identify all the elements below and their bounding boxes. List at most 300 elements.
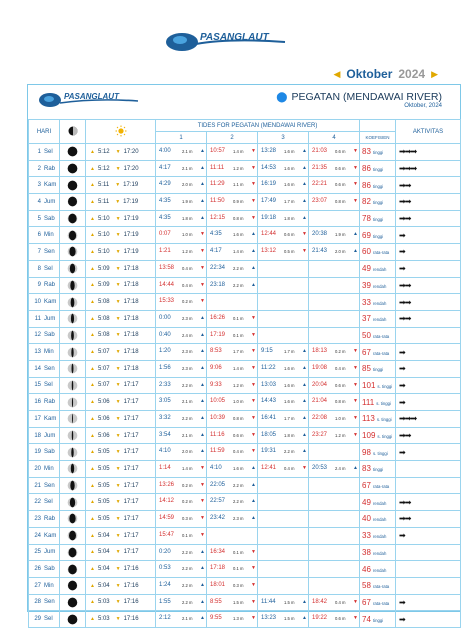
tide-table [28,119,461,628]
tide-height: 1.9 m [335,232,346,238]
tide-cell-3 [258,260,309,277]
moon-phase-icon [67,196,78,207]
koefisien-value: 101 [362,380,376,390]
tide-cell-1 [156,494,207,511]
tide-cell-4 [309,411,360,428]
day-number: 4 [37,198,41,205]
koefisien-label: tinggi [372,167,384,173]
tide-height: 2.3 m [233,516,244,522]
low-tide-arrow-icon: ▼ [200,481,205,488]
fish-activity-icon: ➡ [399,347,405,357]
low-tide-arrow-icon: ▼ [353,181,358,188]
day-name: Sab [44,215,55,222]
sun-cell [86,611,156,628]
header-tide-2: 2 [207,132,258,144]
fish-activity-icon: ➡ [399,247,405,257]
moon-phase-icon [67,480,78,491]
moon-phase-icon [67,180,78,191]
high-tide-arrow-icon: ▲ [200,364,205,371]
day-number: 25 [34,549,41,556]
day-cell [29,494,60,511]
tide-height: 1.2 m [182,249,193,255]
moon-cell [60,144,86,161]
day-cell [29,411,60,428]
table-row [29,427,461,444]
day-cell [29,594,60,611]
day-name: Sel [44,148,53,155]
tide-cell-2 [207,427,258,444]
tide-time: 17:18 [210,565,226,572]
header-koef-spacer [360,120,396,132]
fish-activity-icon: ➡➡ [399,314,411,324]
high-tide-arrow-icon: ▲ [200,148,205,154]
tide-cell-3 [258,360,309,377]
tide-time: 12:44 [261,231,277,238]
tide-time: 22:08 [312,415,328,421]
tide-cell-4 [309,427,360,444]
moon-phase-icon [67,297,78,308]
sunset-time: 17:17 [123,499,139,506]
low-tide-arrow-icon: ▼ [353,398,358,405]
tide-time: 18:13 [312,348,328,355]
moon-phase-icon [67,413,78,424]
moon-phase-icon [67,263,78,274]
tide-time: 16:26 [210,314,226,321]
tide-rows [29,144,461,628]
day-name: Kam [44,532,57,539]
low-tide-arrow-icon: ▼ [302,248,307,255]
tide-height: 0.6 m [335,149,346,154]
low-tide-arrow-icon: ▼ [200,515,205,522]
moon-cell [60,377,86,394]
sunrise-time: 5:09 [97,265,110,272]
moon-phase-icon [67,363,78,374]
sunrise-icon: ▲ [90,515,95,522]
tide-cell-4 [309,611,360,628]
koefisien-label: s. tinggi [377,383,393,389]
tide-cell-4 [309,594,360,611]
header-sun [86,120,156,144]
tide-time: 14:59 [159,515,175,522]
sunset-icon: ▼ [115,449,121,456]
sunrise-time: 5:04 [97,549,110,556]
day-number: 19 [34,449,41,456]
koefisien-cell [360,577,396,594]
tide-height: 2.4 m [335,466,346,472]
tide-cell-1 [156,360,207,377]
header-koefisien: KOEFISIEN [360,132,396,144]
koefisien-value: 37 [362,314,371,324]
tide-time: 20:53 [312,465,328,472]
table-row [29,494,461,511]
tide-time: 11:11 [210,164,225,171]
day-cell [29,377,60,394]
tide-time: 23:07 [312,198,328,205]
tide-height: 2.2 m [182,566,193,572]
table-row [29,227,461,244]
tide-time: 22:21 [312,181,328,188]
koefisien-cell [360,494,396,511]
sunrise-time: 5:08 [97,315,110,322]
tide-cell-2 [207,277,258,294]
tide-cell-3 [258,511,309,528]
tide-time: 14:12 [159,498,175,505]
koefisien-label: s. tinggi [376,400,392,406]
table-row [29,327,461,344]
tide-height: 1.0 m [182,232,193,238]
koefisien-cell [360,277,396,294]
day-name: Jum [44,315,56,322]
aktivitas-cell [396,427,461,444]
sunset-icon: ▼ [115,198,121,205]
tide-cell-4 [309,511,360,528]
day-cell [29,177,60,194]
sunrise-icon: ▲ [90,399,95,406]
koefisien-value: 86 [362,164,371,174]
sun-cell [86,461,156,478]
koefisien-cell [360,294,396,311]
sunrise-icon: ▲ [90,265,95,272]
next-month-arrow-icon[interactable]: ▶ [431,68,438,79]
tide-cell-2 [207,611,258,628]
koefisien-cell [360,210,396,227]
aktivitas-cell [396,411,461,428]
fish-activity-icon: ➡➡ [399,214,411,224]
tide-height: 0.1 m [233,549,244,555]
tide-time: 22:57 [210,498,226,505]
sunrise-time: 5:03 [97,616,110,623]
koefisien-cell [360,244,396,261]
high-tide-arrow-icon: ▲ [200,431,205,438]
month-navigator [333,67,438,81]
tide-cell-4 [309,360,360,377]
tide-time: 10:57 [210,148,226,154]
day-cell [29,394,60,411]
low-tide-arrow-icon: ▼ [200,281,205,288]
sunset-icon: ▼ [115,299,121,306]
day-name: Sen [44,365,55,372]
moon-phase-icon [67,163,78,174]
sunrise-icon: ▲ [90,482,95,489]
tide-cell-1 [156,377,207,394]
sunset-time: 17:17 [123,382,139,389]
moon-phase-icon [67,213,78,224]
sunrise-icon: ▲ [90,599,95,606]
tide-cell-2 [207,461,258,478]
sunrise-time: 5:07 [97,365,110,372]
tide-cell-4 [309,577,360,594]
sunrise-icon: ▲ [90,299,95,306]
sunset-time: 17:18 [123,299,139,306]
tide-height: 2.3 m [182,365,193,371]
koefisien-value: 39 [362,280,371,290]
tide-cell-3 [258,577,309,594]
tide-time: 9:06 [210,364,222,371]
aktivitas-cell [396,144,461,161]
tide-cell-4 [309,377,360,394]
table-row [29,444,461,461]
high-tide-arrow-icon: ▲ [200,381,205,388]
high-tide-arrow-icon: ▲ [302,448,307,455]
header-tide-4: 4 [309,132,360,144]
tide-time: 14:44 [159,281,175,288]
tide-height: 2.2 m [233,265,244,271]
tide-height: 0.2 m [335,349,346,355]
low-tide-arrow-icon: ▼ [200,231,205,238]
tide-height: 1.8 m [284,432,295,438]
high-tide-arrow-icon: ▲ [302,348,307,355]
tide-height: 0.6 m [284,232,295,238]
tide-time: 21:04 [312,398,328,405]
high-tide-arrow-icon: ▲ [302,181,307,188]
tide-cell-2 [207,411,258,428]
tide-cell-4 [309,327,360,344]
day-number: 7 [37,248,41,255]
high-tide-arrow-icon: ▲ [251,231,256,238]
tide-height: 0.8 m [233,416,244,421]
tide-height: 0.8 m [233,215,244,221]
low-tide-arrow-icon: ▼ [353,598,358,605]
tide-height: 1.7 m [233,349,244,355]
sunrise-time: 5:04 [97,532,110,539]
tide-height: 0.5 m [284,249,295,255]
sun-cell [86,277,156,294]
fish-activity-icon: ➡➡ [399,497,411,507]
sunset-time: 17:17 [123,515,139,522]
tide-time: 12:41 [261,465,277,472]
aktivitas-cell [396,227,461,244]
koefisien-label: tinggi [372,617,384,623]
brand-logo-top-text: PASANGLAUT [200,32,269,43]
tide-cell-3 [258,144,309,161]
aktivitas-cell [396,611,461,628]
day-name: Min [44,465,54,472]
low-tide-arrow-icon: ▼ [353,164,358,171]
tide-height: 2.1 m [182,616,193,622]
tide-cell-1 [156,477,207,494]
tide-cell-1 [156,210,207,227]
sunrise-icon: ▲ [90,215,95,222]
tide-time: 13:58 [159,264,175,271]
koefisien-label: rendah [372,317,387,323]
prev-month-arrow-icon[interactable]: ◀ [333,68,341,79]
sun-cell [86,244,156,261]
sunset-icon: ▼ [115,515,121,522]
tide-time: 0:20 [159,548,171,555]
sunrise-icon: ▲ [90,382,95,389]
day-cell [29,144,60,161]
table-row [29,594,461,611]
day-cell [29,544,60,561]
table-row [29,294,461,311]
high-tide-arrow-icon: ▲ [251,264,256,271]
sunrise-icon: ▲ [90,349,95,356]
brand-logo-top [160,26,290,58]
koefisien-label: rendah [372,534,387,540]
koefisien-label: rata-rata [372,600,390,606]
tide-cell-1 [156,577,207,594]
sunset-icon: ▼ [115,432,121,439]
high-tide-arrow-icon: ▲ [251,515,256,522]
year-label: 2024 [398,67,426,81]
moon-cell [60,511,86,528]
day-number: 27 [34,582,41,589]
sunset-time: 17:18 [123,282,139,289]
tide-time: 4:35 [159,198,171,205]
sunrise-time: 5:11 [97,198,110,205]
tide-time: 1:56 [159,364,171,371]
tide-cell-1 [156,160,207,177]
koefisien-value: 40 [362,514,371,524]
fish-activity-icon: ➡➡ [399,431,411,441]
day-cell [29,277,60,294]
high-tide-arrow-icon: ▲ [200,415,205,421]
tide-cell-3 [258,477,309,494]
tide-height: 0.2 m [182,299,193,305]
day-name: Rab [44,282,56,289]
tide-time: 8:53 [210,348,222,355]
day-name: Sen [44,599,55,606]
table-row [29,377,461,394]
high-tide-arrow-icon: ▲ [251,481,256,488]
sunset-icon: ▼ [115,499,121,506]
sunset-icon: ▼ [115,165,121,172]
moon-phase-icon [67,313,78,324]
sun-cell [86,394,156,411]
moon-cell [60,360,86,377]
tide-height: 0.3 m [182,516,193,522]
sunrise-icon: ▲ [90,232,95,239]
tide-time: 11:29 [210,181,225,188]
day-cell [29,561,60,578]
tide-height: 0.4 m [233,449,244,455]
low-tide-arrow-icon: ▼ [251,214,256,221]
sunrise-time: 5:10 [97,215,110,222]
sunset-time: 17:18 [123,265,139,272]
tide-cell-1 [156,344,207,361]
sun-cell [86,411,156,428]
low-tide-arrow-icon: ▼ [353,381,358,388]
tide-cell-1 [156,177,207,194]
tide-time: 0:07 [159,231,171,238]
sunset-time: 17:18 [123,332,139,339]
tide-cell-3 [258,394,309,411]
day-cell [29,477,60,494]
low-tide-arrow-icon: ▼ [251,331,256,338]
koefisien-cell [360,427,396,444]
sunrise-time: 5:07 [97,382,110,389]
header-moon [60,120,86,144]
day-number: 11 [34,315,41,322]
moon-cell [60,477,86,494]
brand-logo-sheet [36,89,140,111]
low-tide-arrow-icon: ▼ [353,148,358,154]
sun-cell [86,144,156,161]
moon-cell [60,527,86,544]
tide-height: 1.2 m [233,382,244,388]
sunset-icon: ▼ [115,215,121,222]
sun-cell [86,377,156,394]
day-cell [29,611,60,628]
tide-height: 2.1 m [182,399,193,405]
tide-height: 1.8 m [284,215,295,221]
tide-cell-4 [309,260,360,277]
aktivitas-cell [396,394,461,411]
day-cell [29,527,60,544]
sunrise-time: 5:08 [97,299,110,306]
day-number: 12 [34,332,41,339]
moon-cell [60,310,86,327]
koefisien-label: rendah [372,567,387,573]
tide-cell-1 [156,561,207,578]
sunset-time: 17:19 [123,232,139,239]
tide-height: 1.5 m [284,599,295,605]
fish-activity-icon: ➡ [399,230,405,240]
aktivitas-cell [396,527,461,544]
sunrise-icon: ▲ [90,182,95,189]
day-name: Rab [44,399,56,406]
day-number: 26 [34,566,41,573]
day-cell [29,344,60,361]
high-tide-arrow-icon: ▲ [302,598,307,605]
koefisien-value: 69 [362,230,371,240]
tide-time: 23:18 [210,281,226,288]
koefisien-cell [360,444,396,461]
sunset-icon: ▼ [115,315,121,322]
sunrise-time: 5:07 [97,349,110,356]
sunrise-icon: ▲ [90,449,95,456]
moon-cell [60,427,86,444]
koefisien-cell [360,160,396,177]
tide-height: 2.2 m [182,382,193,388]
low-tide-arrow-icon: ▼ [251,548,256,555]
day-name: Sab [44,332,55,339]
tide-cell-2 [207,144,258,161]
low-tide-arrow-icon: ▼ [251,164,256,171]
sunrise-icon: ▲ [90,499,95,506]
tide-time: 13:12 [261,248,277,255]
moon-phase-icon [67,530,78,541]
tide-height: 1.2 m [233,165,244,171]
fish-activity-icon: ➡➡➡ [399,147,417,157]
tide-cell-4 [309,561,360,578]
tide-cell-3 [258,594,309,611]
sunset-icon: ▼ [115,415,121,422]
tide-height: 2.2 m [233,482,244,488]
tide-cell-3 [258,277,309,294]
high-tide-arrow-icon: ▲ [200,565,205,572]
tide-time: 17:49 [261,198,277,205]
koefisien-value: 78 [362,214,371,224]
koefisien-value: 58 [362,581,371,591]
tide-cell-1 [156,511,207,528]
tide-height: 2.1 m [182,149,193,154]
tide-cell-3 [258,210,309,227]
koefisien-label: rendah [372,267,387,273]
tide-time: 15:47 [159,531,175,538]
sunrise-time: 5:06 [97,415,110,422]
koefisien-label: rata-rata [372,333,390,339]
day-name: Min [44,349,54,356]
moon-cell [60,194,86,211]
fish-activity-icon: ➡➡➡ [399,164,417,174]
moon-cell [60,294,86,311]
sunset-time: 17:17 [123,449,139,456]
aktivitas-cell [396,577,461,594]
table-row [29,310,461,327]
fish-activity-icon: ➡➡ [399,297,411,307]
tide-height: 1.8 m [182,215,193,221]
